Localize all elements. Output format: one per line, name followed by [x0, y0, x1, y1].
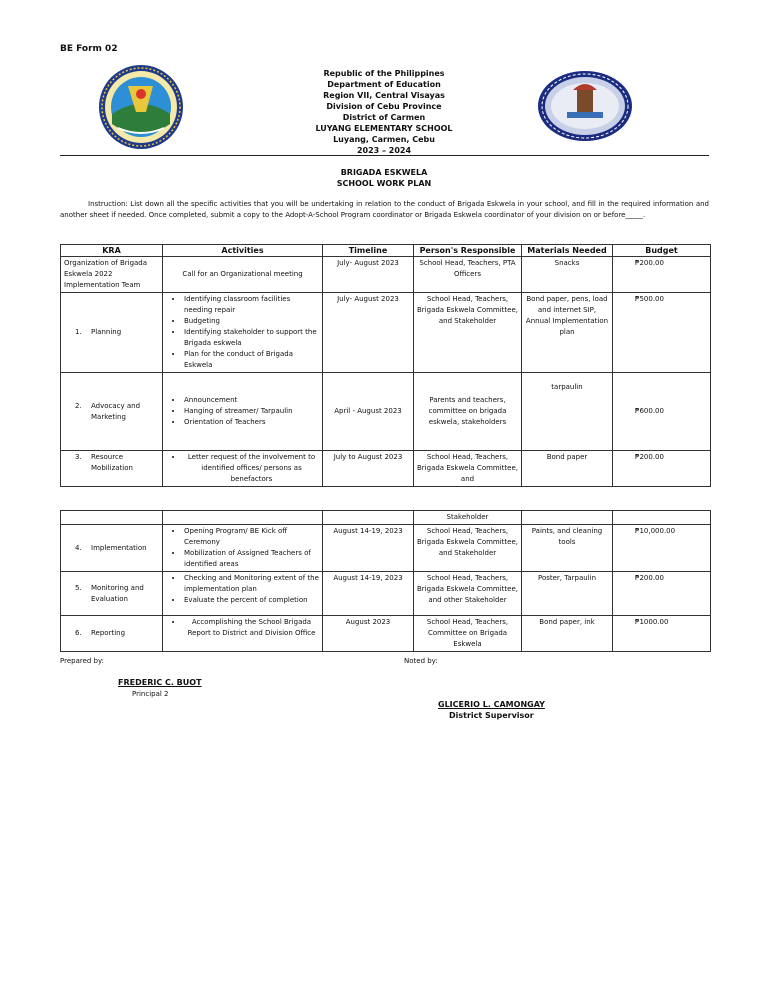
header-line: District of Carmen: [342, 113, 426, 122]
kra-label: Implementation: [91, 543, 147, 552]
materials-cell: tarpaulin: [522, 373, 613, 451]
column-header: Timeline: [323, 245, 414, 257]
table-row: [61, 257, 711, 293]
carmen-school-seal-icon: [537, 70, 633, 142]
activity-cell: [163, 616, 323, 652]
kra-number: 3.: [75, 453, 82, 461]
kra-cell: [61, 511, 163, 525]
column-header: KRA: [61, 245, 163, 257]
activity-item: • Identifying classroom facilities needing repair: [183, 294, 319, 316]
noted-by-label: Noted by:: [404, 657, 438, 665]
header-line: Republic of the Philippines: [323, 69, 445, 78]
activity-item: • Announcement: [183, 395, 319, 406]
persons-cell: Stakeholder: [414, 511, 522, 525]
materials-cell: Bond paper, pens, load and internet SIP, Annual Implementation plan: [522, 293, 613, 373]
activity-cell: [163, 293, 323, 373]
kra-number: 6.: [75, 629, 82, 637]
persons-cell: School Head, Teachers, Brigada Eskwela Committee, and Stakeholder: [414, 293, 522, 373]
kra-label: Reporting: [91, 629, 126, 637]
kra-label: Advocacy and Marketing: [91, 401, 141, 421]
table-header-row: [61, 245, 711, 257]
activity-cell: Call for an Organizational meeting: [163, 257, 323, 293]
timeline-cell: August 14-19, 2023: [323, 525, 414, 572]
kra-label: Planning: [91, 328, 122, 336]
column-header: Materials Needed: [522, 245, 613, 257]
activity-item: • Hanging of streamer/ Tarpaulin: [183, 406, 319, 417]
kra-cell: [61, 293, 163, 373]
activity-item: • Plan for the conduct of Brigada Eskwela: [183, 349, 319, 371]
budget-cell: ₱1000.00: [613, 616, 711, 652]
materials-cell: Bond paper: [522, 451, 613, 487]
budget-cell: ₱600.00: [613, 373, 711, 451]
persons-cell: School Head, Teachers, Brigada Eskwela Committee, and Stakeholder: [414, 525, 522, 572]
header-divider: [60, 155, 709, 156]
budget-cell: ₱500.00: [613, 293, 711, 373]
activity-item: • Identifying stakeholder to support the Brigada eskwela: [183, 327, 319, 349]
column-header: Person's Responsible: [414, 245, 522, 257]
activity-cell: [163, 572, 323, 616]
table-row: [61, 525, 711, 572]
title-line: BRIGADA ESKWELA: [340, 168, 428, 177]
budget-cell: ₱10,000.00: [613, 525, 711, 572]
persons-cell: Parents and teachers, committee on brigada eskwela, stakeholders: [414, 373, 522, 451]
materials-cell: Paints, and cleaning tools: [522, 525, 613, 572]
materials-cell: [522, 511, 613, 525]
header-line: Region VII, Central Visayas: [323, 91, 445, 100]
column-header: Budget: [613, 245, 711, 257]
persons-cell: School Head, Teachers, Committee on Brigada Eskwela: [414, 616, 522, 652]
title-line: SCHOOL WORK PLAN: [336, 179, 432, 188]
activity-cell: [163, 451, 323, 487]
kra-number: 1.: [75, 328, 82, 336]
form-number: BE Form 02: [60, 44, 118, 54]
materials-cell: Poster, Tarpaulin: [522, 572, 613, 616]
kra-cell: [61, 572, 163, 616]
kra-number: 4.: [75, 543, 82, 552]
instruction-text: Instruction: List down all the specific activities that you will be undertaking in relation to the conduct of Brigada Eskwela in your school, and fill in the required information and another sheet if needed. Once completed, submit a copy to the Adopt-A-School Program coordinator or Brigada Eskwela coordinator of your division on or before_____.: [60, 200, 709, 219]
letterhead: [250, 68, 518, 156]
kra-cell: [61, 451, 163, 487]
prepared-by-role: Principal 2: [132, 690, 169, 698]
persons-cell: School Head, Teachers, PTA Officers: [414, 257, 522, 293]
timeline-cell: August 2023: [323, 616, 414, 652]
materials-cell: Bond paper, ink: [522, 616, 613, 652]
activity-item: • Orientation of Teachers: [183, 417, 319, 428]
activity-item: • Accomplishing the School Brigada Report to District and Division Office: [183, 617, 319, 639]
timeline-cell: August 14-19, 2023: [323, 572, 414, 616]
table-row: [61, 572, 711, 616]
timeline-cell: [323, 511, 414, 525]
timeline-cell: July- August 2023: [323, 257, 414, 293]
header-line: Division of Cebu Province: [326, 102, 442, 111]
kra-cell: [61, 616, 163, 652]
kra-label: Resource Mobilization: [91, 453, 133, 472]
activity-cell: [163, 511, 323, 525]
activity-cell: [163, 525, 323, 572]
activity-item: • Opening Program/ BE Kick off Ceremony: [183, 526, 319, 548]
table-row: [61, 451, 711, 487]
prepared-by-label: Prepared by:: [60, 657, 104, 665]
kra-cell: [61, 373, 163, 451]
kra-number: 2.: [75, 401, 82, 410]
timeline-cell: April - August 2023: [323, 373, 414, 451]
kra-cell: Organization of Brigada Eskwela 2022 Implementation Team: [61, 257, 163, 293]
budget-cell: ₱200.00: [613, 257, 711, 293]
materials-cell: Snacks: [522, 257, 613, 293]
header-line: Department of Education: [327, 80, 441, 89]
persons-cell: School Head, Teachers, Brigada Eskwela Committee, and other Stakeholder: [414, 572, 522, 616]
column-header: Activities: [163, 245, 323, 257]
header-line: LUYANG ELEMENTARY SCHOOL: [315, 124, 453, 133]
header-line: 2023 – 2024: [356, 146, 412, 155]
budget-cell: ₱200.00: [613, 451, 711, 487]
work-plan-table: [60, 244, 711, 487]
kra-label: Monitoring and Evaluation: [91, 583, 144, 603]
noted-by-role: District Supervisor: [449, 711, 534, 720]
activity-item: • Checking and Monitoring extent of the implementation plan: [183, 573, 319, 595]
activity-item: • Letter request of the involvement to identified offices/ persons as benefactors: [183, 452, 319, 485]
persons-cell: School Head, Teachers, Brigada Eskwela Committee, and: [414, 451, 522, 487]
timeline-cell: July to August 2023: [323, 451, 414, 487]
table-row: [61, 293, 711, 373]
header-line: Luyang, Carmen, Cebu: [333, 135, 435, 144]
noted-by-name: GLICERIO L. CAMONGAY: [438, 700, 545, 709]
kra-cell: [61, 525, 163, 572]
document-title: [250, 167, 518, 189]
activity-item: • Budgeting: [183, 316, 319, 327]
table-row: [61, 511, 711, 525]
prepared-by-name: FREDERIC C. BUOT: [118, 678, 202, 687]
table-row: [61, 373, 711, 451]
table-row: [61, 616, 711, 652]
activity-item: • Mobilization of Assigned Teachers of identified areas: [183, 548, 319, 570]
timeline-cell: July- August 2023: [323, 293, 414, 373]
kra-number: 5.: [75, 583, 82, 592]
division-of-cebu-province-seal-icon: [98, 64, 184, 150]
activity-cell: [163, 373, 323, 451]
budget-cell: ₱200.00: [613, 572, 711, 616]
activity-item: • Evaluate the percent of completion: [183, 595, 319, 606]
budget-cell: [613, 511, 711, 525]
work-plan-table-continued: [60, 510, 711, 652]
